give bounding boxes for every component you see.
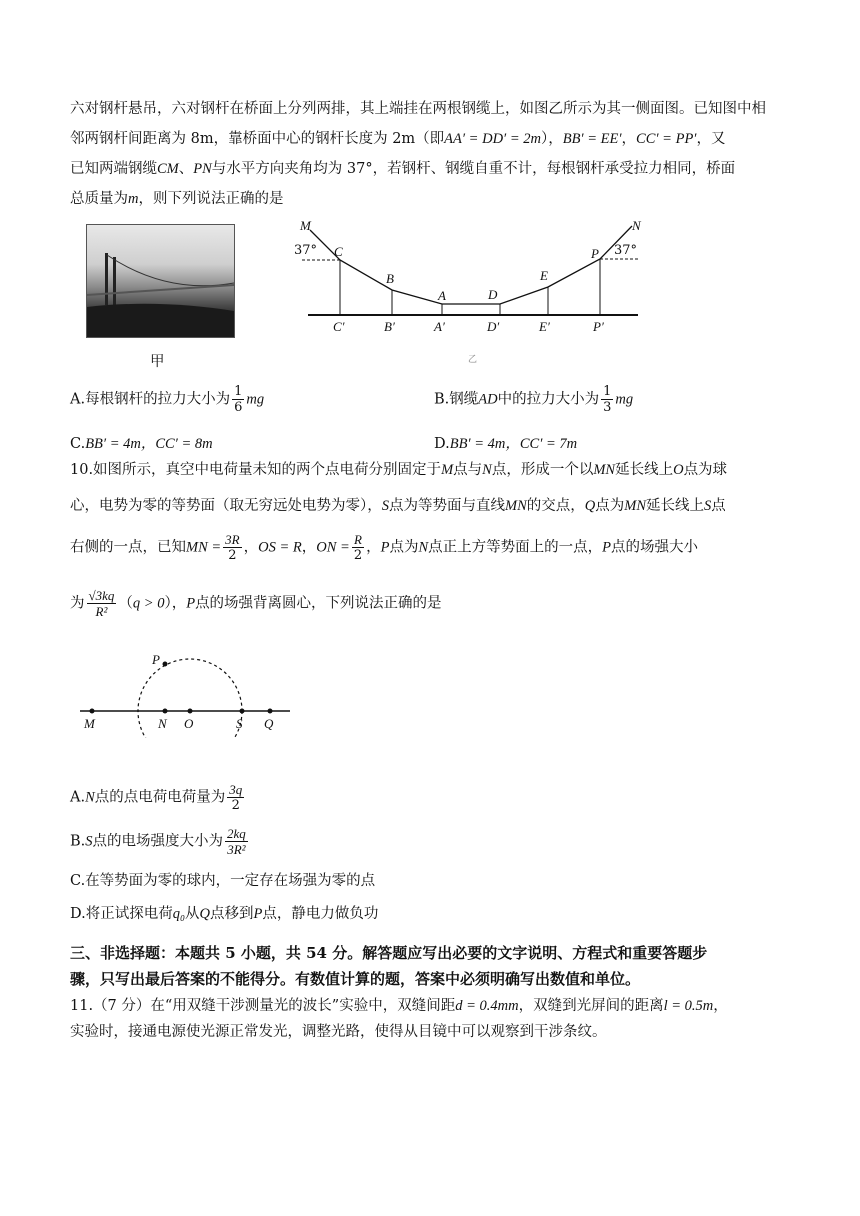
q10-option-b: B.S点的电场强度大小为 $\frac{2kq}{\text{3R²}}$ [70, 826, 246, 857]
label-O: O [184, 716, 194, 731]
q10-line-4: 为 $\frac{√3kq}{\text{R²}}$ （q > 0），P点的场强背离圆心，下列说法正确的是 [70, 588, 442, 619]
label-A: A [438, 288, 446, 303]
point-P [163, 662, 168, 667]
figure-yi-caption: 乙 [468, 355, 478, 365]
q10-line-2: 心，电势为零的等势面（取无穷远处电势为零），S点为等势面与直线MN的交点，Q点为MN延长线上S点 [70, 498, 726, 514]
fraction: $\frac{R}{2}$ [353, 532, 363, 563]
fraction: $\frac{2kq}{\text{3R²}}$ [227, 826, 246, 857]
fraction: $\frac{3q}{2}$ [229, 782, 243, 813]
bridge-photo-drawing [87, 225, 234, 337]
point-Q [268, 709, 273, 714]
intro-line-4: 总质量为m，则下列说法正确的是 [70, 191, 284, 207]
q11-line-2: 实验时，接通电源使光源正常发光，调整光路，使得从目镜中可以观察到干涉条纹。 [70, 1024, 607, 1040]
point-O [188, 709, 193, 714]
label-N: N [632, 218, 641, 233]
q10-option-d: D.将正试探电荷q₀从Q点移到P点，静电力做负功 [70, 906, 379, 922]
intro-paragraph [70, 94, 792, 214]
angle-left-label: 37° [294, 243, 318, 258]
q9-option-d: D.BB′ = 4m，CC′ = 7m [434, 436, 578, 452]
label-P-prime: P′ [593, 319, 604, 334]
fraction: $\frac{√3kq}{\text{R²}}$ [88, 588, 115, 619]
q9-option-a: A.每根钢杆的拉力大小为 $\frac{1}{6}$ mg [70, 384, 265, 415]
bridge-photo [86, 224, 235, 338]
label-E-prime: E′ [539, 319, 550, 334]
q10-line-1: 10.如图所示，真空中电荷量未知的两个点电荷分别固定于M点与N点，形成一个以MN延长线上O点为球 [70, 462, 728, 478]
q9-option-c: C.BB′ = 4m，CC′ = 8m [70, 436, 213, 452]
fraction: $\frac{1}{6}$ [234, 384, 243, 415]
section-3-heading: 三、非选择题：本题共 5 小题，共 54 分。解答题应写出必要的文字说明、方程式和重要答题步 骤，只写出最后答案的不能得分。有数值计算的题，答案中必须明确写出数值和单位。 [70, 944, 708, 988]
label-M: M [84, 716, 95, 731]
point-S [240, 709, 245, 714]
label-A-prime: A′ [434, 319, 445, 334]
q10-option-a: A.N点的点电荷电荷量为 $\frac{3q}{2}$ [70, 782, 243, 813]
q9-option-b: B.钢缆AD中的拉力大小为 $\frac{1}{3}$ mg [434, 384, 634, 415]
intro-line-2: 邻两钢杆间距离为 8m，靠桥面中心的钢杆长度为 2m（即AA′ = DD′ = 2m），BB′ = EE′，CC′ = PP′，又 [70, 131, 726, 147]
label-M: M [300, 218, 311, 233]
label-P: P [152, 652, 160, 667]
fraction: $\frac{3R}{2}$ [225, 532, 240, 563]
q10-option-c: C.在等势面为零的球内，一定存在场强为零的点 [70, 873, 376, 889]
label-D: D [488, 287, 498, 302]
label-N: N [158, 716, 167, 731]
label-P: P [591, 246, 599, 261]
cable [310, 226, 632, 304]
bridge-cable-diagram [290, 212, 662, 372]
q10-line-3: 右侧的一点，已知MN = $\frac{3R}{2}$ ，OS = R，ON = $\frac{R}{2}$ ，P点为N点正上方等势面上的一点，P点的场强大小 [70, 532, 698, 563]
angle-right-label: 37° [614, 243, 638, 258]
label-Q: Q [264, 716, 274, 731]
q11-line-1: 11.（7 分）在“用双缝干涉测量光的波长”实验中，双缝间距d = 0.4mm，双缝到光屏间的距离l = 0.5m， [70, 998, 728, 1014]
intro-line-3: 已知两端钢缆CM、PN与水平方向夹角均为 37°，若钢杆、钢缆自重不计，每根钢杆承受拉力相同，桥面 [70, 161, 736, 177]
label-E: E [540, 268, 548, 283]
label-B-prime: B′ [384, 319, 395, 334]
point-M [90, 709, 95, 714]
label-C-prime: C′ [333, 319, 345, 334]
label-D-prime: D′ [487, 319, 500, 334]
label-S: S [236, 716, 243, 731]
figure-jia-caption: 甲 [150, 354, 165, 370]
intro-line-1: 六对钢杆悬吊，六对钢杆在桥面上分列两排，其上端挂在两根钢缆上，如图乙所示为其一侧面图。已知图中相 [70, 101, 766, 117]
label-C: C [334, 244, 343, 259]
label-B: B [386, 271, 394, 286]
point-N [163, 709, 168, 714]
fraction: $\frac{1}{3}$ [603, 384, 612, 415]
